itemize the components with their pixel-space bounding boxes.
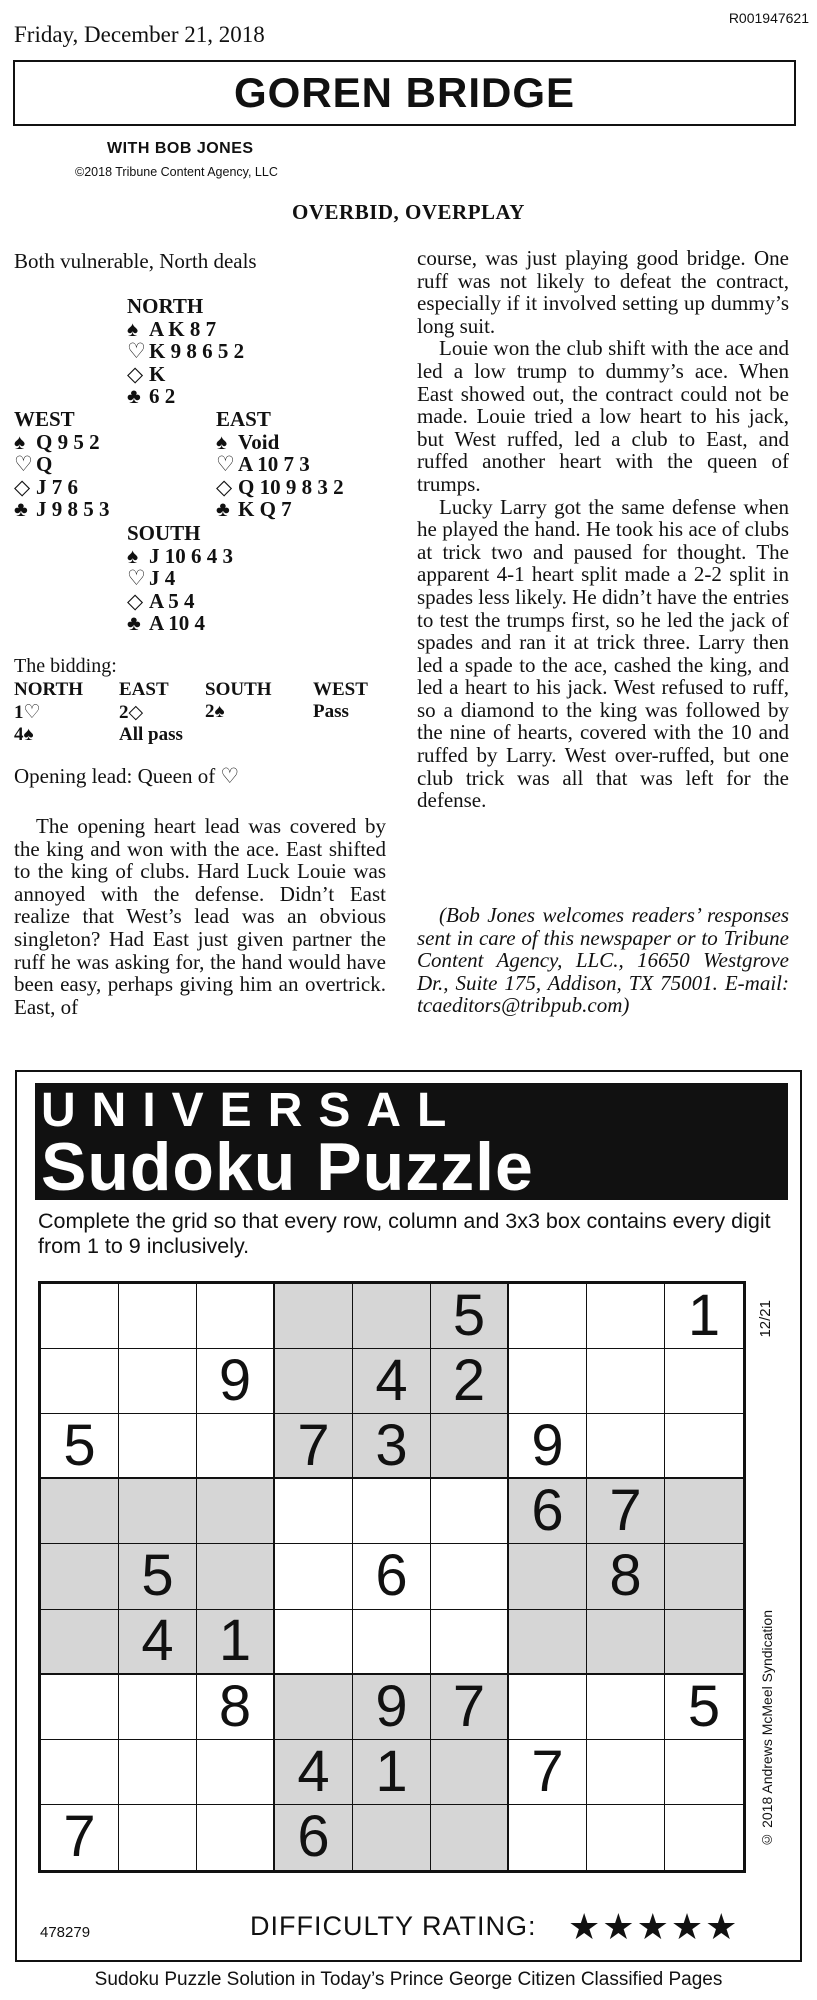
sudoku-cell: 6 xyxy=(509,1479,587,1544)
sudoku-cell[interactable] xyxy=(431,1414,509,1479)
hand-south xyxy=(127,522,233,635)
sudoku-cell[interactable] xyxy=(41,1740,119,1805)
page-code: R001947621 xyxy=(728,10,809,26)
article-paragraph: course, was just playing good bridge. One ruff was not likely to defeat the contract, especially if it involved setting up dummy’s long suit. xyxy=(417,246,789,338)
sudoku-cell[interactable] xyxy=(41,1284,119,1349)
bidding-row xyxy=(14,701,393,724)
hand-label: EAST xyxy=(216,407,271,431)
diamond-icon: ◇ xyxy=(216,474,233,499)
north-clubs: 6 2 xyxy=(149,384,176,408)
sudoku-cell[interactable] xyxy=(41,1675,119,1740)
sudoku-cell[interactable] xyxy=(197,1479,275,1544)
bidding-table xyxy=(14,679,393,746)
sudoku-cell: 7 xyxy=(509,1740,587,1805)
sudoku-cell: 3 xyxy=(353,1414,431,1479)
sudoku-cell[interactable] xyxy=(431,1610,509,1675)
sudoku-cell[interactable] xyxy=(119,1414,197,1479)
sudoku-cell[interactable] xyxy=(197,1544,275,1609)
sudoku-cell: 5 xyxy=(119,1544,197,1609)
sudoku-cell: 9 xyxy=(353,1675,431,1740)
sudoku-cell[interactable] xyxy=(587,1610,665,1675)
spade-icon: ♠ xyxy=(14,429,26,454)
sudoku-cell: 6 xyxy=(353,1544,431,1609)
sudoku-cell[interactable] xyxy=(509,1284,587,1349)
sudoku-cell[interactable] xyxy=(587,1284,665,1349)
sudoku-cell[interactable] xyxy=(353,1805,431,1870)
sudoku-cell[interactable] xyxy=(275,1349,353,1414)
south-diamonds: A 5 4 xyxy=(149,588,195,613)
star-icon: ★ xyxy=(705,1906,740,1947)
column-title-box xyxy=(13,60,796,126)
bid: Pass xyxy=(313,701,349,722)
article-headline: OVERBID, OVERPLAY xyxy=(292,200,525,224)
sudoku-cell[interactable] xyxy=(119,1805,197,1870)
sudoku-cell[interactable] xyxy=(353,1610,431,1675)
sudoku-cell[interactable] xyxy=(119,1479,197,1544)
heart-icon: ♡ xyxy=(127,339,146,363)
sudoku-cell: 9 xyxy=(509,1414,587,1479)
star-icon: ★ xyxy=(602,1906,637,1947)
sudoku-cell: 6 xyxy=(275,1805,353,1870)
sudoku-cell[interactable] xyxy=(119,1284,197,1349)
bid: All pass xyxy=(119,724,183,745)
sudoku-cell[interactable] xyxy=(431,1544,509,1609)
sudoku-instructions: Complete the grid so that every row, column and 3x3 box contains every digit from 1 to 9 inclusively. xyxy=(38,1209,771,1258)
sudoku-cell[interactable] xyxy=(197,1414,275,1479)
credit-text: (Bob Jones welcomes readers’ responses sent in care of this newspaper or to Tribune Content Agency, LLC., 16650 Westgrove Dr., Suite 175, Addison, TX 75001. E-mail: tcaeditors@tribpub.com) xyxy=(417,903,789,1018)
sudoku-cell[interactable] xyxy=(665,1740,743,1805)
heart-icon: ♡ xyxy=(14,452,33,476)
east-hearts: A 10 7 3 xyxy=(238,452,310,476)
sudoku-cell: 4 xyxy=(119,1610,197,1675)
sudoku-cell: 1 xyxy=(353,1740,431,1805)
diamond-icon: ◇ xyxy=(14,474,31,499)
sudoku-cell[interactable] xyxy=(509,1610,587,1675)
east-clubs: K Q 7 xyxy=(238,497,292,521)
club-icon: ♣ xyxy=(216,497,230,521)
sudoku-cell: 2 xyxy=(431,1349,509,1414)
sudoku-cell[interactable] xyxy=(431,1740,509,1805)
club-icon: ♣ xyxy=(14,497,28,521)
star-icon: ★ xyxy=(670,1906,706,1947)
sudoku-cell: 9 xyxy=(197,1349,275,1414)
heart-icon: ♡ xyxy=(216,452,235,476)
sudoku-banner xyxy=(35,1083,788,1205)
banner-title-top: UNIVERSAL xyxy=(41,1084,463,1137)
sudoku-cell[interactable] xyxy=(509,1544,587,1609)
bid xyxy=(313,724,393,746)
sudoku-cell: 7 xyxy=(587,1479,665,1544)
hand-label: WEST xyxy=(14,407,75,431)
bid: 1♡ xyxy=(14,702,41,723)
west-hearts: Q xyxy=(36,452,53,476)
sudoku-cell[interactable] xyxy=(275,1544,353,1609)
bidding-header-row xyxy=(14,679,393,701)
solution-note: Sudoku Puzzle Solution in Today’s Prince George Citizen Classified Pages xyxy=(94,1969,723,1990)
sudoku-cell[interactable] xyxy=(431,1479,509,1544)
sudoku-cell[interactable] xyxy=(665,1544,743,1609)
heart-icon: ♡ xyxy=(127,566,146,590)
west-diamonds: J 7 6 xyxy=(36,474,78,499)
west-spades: Q 9 5 2 xyxy=(36,429,100,454)
article-column-1 xyxy=(14,815,386,1018)
north-hearts: K 9 8 6 5 2 xyxy=(149,339,245,363)
sudoku-cell[interactable] xyxy=(509,1675,587,1740)
sudoku-cell[interactable] xyxy=(587,1675,665,1740)
spade-icon: ♠ xyxy=(216,429,228,454)
sudoku-cell: 5 xyxy=(431,1284,509,1349)
bidding-header: SOUTH xyxy=(205,679,272,700)
hand-west xyxy=(14,408,110,521)
sudoku-cell: 4 xyxy=(275,1740,353,1805)
sudoku-cell[interactable] xyxy=(665,1349,743,1414)
west-clubs: J 9 8 5 3 xyxy=(36,497,110,521)
column-title: GOREN BRIDGE xyxy=(233,69,576,116)
difficulty-label: DIFFICULTY RATING: xyxy=(250,1911,537,1941)
sudoku-cell[interactable] xyxy=(353,1479,431,1544)
sudoku-cell[interactable] xyxy=(275,1675,353,1740)
bidding-row xyxy=(14,724,393,746)
south-hearts: J 4 xyxy=(149,566,176,590)
bid xyxy=(205,724,313,746)
sudoku-cell[interactable] xyxy=(587,1349,665,1414)
sudoku-cell[interactable] xyxy=(197,1284,275,1349)
opening-lead: Opening lead: Queen of ♡ xyxy=(14,764,240,788)
bid: 2♠ xyxy=(205,701,225,722)
sudoku-cell: 1 xyxy=(665,1284,743,1349)
bidding-header: WEST xyxy=(313,679,368,700)
club-icon: ♣ xyxy=(127,384,141,408)
sudoku-cell[interactable] xyxy=(41,1610,119,1675)
north-spades: A K 8 7 xyxy=(149,316,217,341)
sudoku-cell: 4 xyxy=(353,1349,431,1414)
puzzle-date: 12/21 xyxy=(757,1300,774,1338)
east-diamonds: Q 10 9 8 3 2 xyxy=(238,474,344,499)
sudoku-cell[interactable] xyxy=(587,1740,665,1805)
sudoku-cell[interactable] xyxy=(41,1479,119,1544)
sudoku-cell[interactable] xyxy=(587,1414,665,1479)
south-spades: J 10 6 4 3 xyxy=(149,543,233,568)
hand-label: SOUTH xyxy=(127,521,201,545)
sudoku-cell[interactable] xyxy=(197,1805,275,1870)
byline: WITH BOB JONES xyxy=(107,140,254,157)
puzzle-id: 478279 xyxy=(40,1924,91,1941)
article-column-2 xyxy=(417,247,789,812)
copyright-notice: ©2018 Tribune Content Agency, LLC xyxy=(75,165,278,179)
east-spades: Void xyxy=(238,429,280,454)
hand-east xyxy=(216,408,344,521)
sudoku-cell[interactable] xyxy=(119,1740,197,1805)
sudoku-cell[interactable] xyxy=(197,1740,275,1805)
south-clubs: A 10 4 xyxy=(149,611,206,635)
sudoku-cell[interactable] xyxy=(275,1479,353,1544)
bidding-label: The bidding: xyxy=(14,655,117,677)
hand-north xyxy=(127,295,244,408)
diamond-icon: ◇ xyxy=(127,588,144,613)
sudoku-cell[interactable] xyxy=(587,1805,665,1870)
sudoku-cell[interactable] xyxy=(41,1349,119,1414)
bidding-header: EAST xyxy=(119,679,169,700)
star-icon: ★ xyxy=(636,1906,671,1947)
sudoku-cell[interactable] xyxy=(353,1284,431,1349)
club-icon: ♣ xyxy=(127,611,141,635)
sudoku-cell[interactable] xyxy=(665,1479,743,1544)
banner-title-bottom: Sudoku Puzzle xyxy=(41,1129,534,1205)
sudoku-cell[interactable] xyxy=(665,1805,743,1870)
syndication-credit: © 2018 Andrews McMeel Syndication xyxy=(759,1610,775,1848)
sudoku-cell: 7 xyxy=(275,1414,353,1479)
sudoku-cell: 1 xyxy=(197,1610,275,1675)
deal-conditions: Both vulnerable, North deals xyxy=(14,249,257,273)
sudoku-cell: 7 xyxy=(41,1805,119,1870)
sudoku-cell[interactable] xyxy=(509,1349,587,1414)
sudoku-cell: 8 xyxy=(197,1675,275,1740)
sudoku-cell: 5 xyxy=(41,1414,119,1479)
hand-label: NORTH xyxy=(127,294,204,318)
sudoku-cell: 7 xyxy=(431,1675,509,1740)
article-paragraph: The opening heart lead was covered by the king and won with the ace. East shifted to the king of clubs. Hard Luck Louie was annoyed with the defense. Didn’t East realize that West’s lead was an obvious singleton? Had East just given partner the ruff he was asking for, the hand would have been easy, perhaps giving him an overtrick. East, of xyxy=(14,814,386,1019)
publication-date: Friday, December 21, 2018 xyxy=(14,22,265,47)
reader-credit xyxy=(417,904,789,1017)
sudoku-cell[interactable] xyxy=(275,1610,353,1675)
difficulty-stars xyxy=(568,1906,739,1948)
sudoku-cell[interactable] xyxy=(41,1544,119,1609)
sudoku-cell[interactable] xyxy=(275,1284,353,1349)
star-icon: ★ xyxy=(568,1906,603,1947)
bidding-header: NORTH xyxy=(14,679,84,700)
article-paragraph: Louie won the club shift with the ace and led a low trump to dummy’s ace. When East showed out, the contract could not be made. Louie tried a low heart to his jack, but West ruffed, led a club to East, and ruffed another heart with the queen of trumps. xyxy=(417,336,789,496)
sudoku-cell: 5 xyxy=(665,1675,743,1740)
sudoku-cell[interactable] xyxy=(119,1675,197,1740)
sudoku-cell[interactable] xyxy=(665,1414,743,1479)
sudoku-grid xyxy=(38,1281,746,1873)
sudoku-cell[interactable] xyxy=(431,1805,509,1870)
bid: 2◇ xyxy=(119,702,144,723)
sudoku-cell: 8 xyxy=(587,1544,665,1609)
sudoku-cell[interactable] xyxy=(119,1349,197,1414)
sudoku-cell[interactable] xyxy=(665,1610,743,1675)
spade-icon: ♠ xyxy=(127,316,139,341)
sudoku-cell[interactable] xyxy=(509,1805,587,1870)
diamond-icon: ◇ xyxy=(127,361,144,386)
spade-icon: ♠ xyxy=(127,543,139,568)
north-diamonds: K xyxy=(149,361,166,386)
article-paragraph: Lucky Larry got the same defense when he played the hand. He took his ace of clubs at trick two and paused for thought. The apparent 4-1 heart split made a 2-2 split in spades less likely. He didn’t have the entries to test the trumps first, so he led the jack of spades and ran it at trick three. Larry then led a spade to the ace, cashed the king, and led a heart to his jack. West refused to ruff, so a diamond to the king was followed by the nine of hearts, covered with the 10 and ruffed by Larry. West over-ruffed, but one club trick was all that was left for the defense. xyxy=(417,494,789,813)
bid: 4♠ xyxy=(14,724,34,745)
